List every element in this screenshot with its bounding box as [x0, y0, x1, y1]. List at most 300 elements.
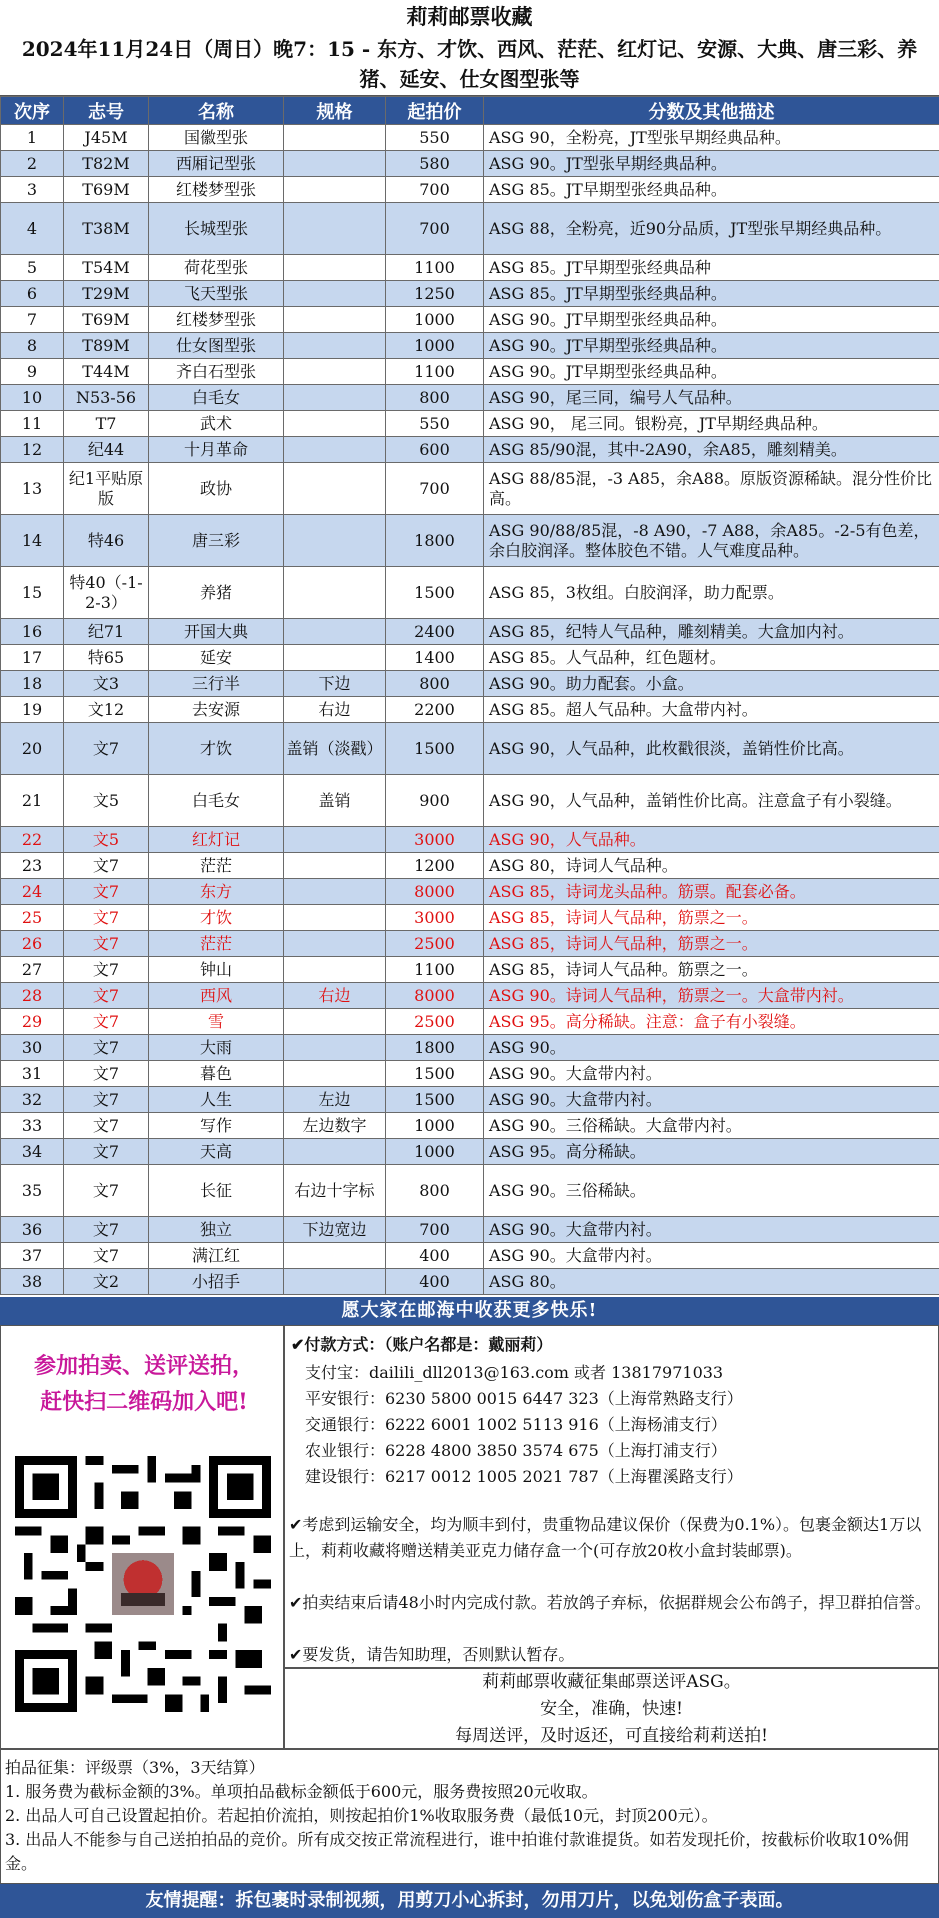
lot-number-cell: 12 — [1, 437, 64, 463]
shipping-note: ✔考虑到运输安全，均为顺丰到付，贵重物品建议保价（保费为0.1%）。包裹金额达1万以上，莉莉收藏将赠送精美亚克力储存盒一个(可存放20枚小盒封装邮票)。 — [289, 1515, 922, 1560]
lot-spec-cell — [284, 385, 386, 411]
col-header-spec: 规格 — [284, 97, 386, 125]
lot-desc-cell: ASG 95。高分稀缺。注意：盒子有小裂缝。 — [484, 1009, 939, 1035]
lot-desc-cell: ASG 90。大盒带内衬。 — [484, 1243, 939, 1269]
lot-desc-cell: ASG 85/90混，其中-2A90，余A85，雕刻精美。 — [484, 437, 939, 463]
lot-desc-cell: ASG 85。超人气品种。大盒带内衬。 — [484, 697, 939, 723]
lot-price-cell: 1000 — [386, 307, 484, 333]
lot-spec-cell: 盖销 — [284, 775, 386, 827]
lot-name-cell: 养猪 — [149, 567, 284, 619]
lot-number-cell: 36 — [1, 1217, 64, 1243]
payment-deadline-note: ✔拍卖结束后请48小时内完成付款。若放鸽子弃标，依据群规会公布鸽子，捍卫群拍信誉。 — [289, 1593, 931, 1612]
lot-desc-cell: ASG 90。JT早期型张经典品种。 — [484, 333, 939, 359]
lot-name-cell: 才饮 — [149, 723, 284, 775]
lot-code-cell: 文7 — [64, 1113, 149, 1139]
lot-price-cell: 1000 — [386, 1113, 484, 1139]
table-header-row — [1, 97, 939, 125]
lot-spec-cell — [284, 437, 386, 463]
lot-desc-cell: ASG 85。JT早期型张经典品种。 — [484, 177, 939, 203]
lot-name-cell: 茫茫 — [149, 853, 284, 879]
lot-price-cell: 400 — [386, 1243, 484, 1269]
lot-desc-cell: ASG 90，人气品种，盖销性价比高。注意盒子有小裂缝。 — [484, 775, 939, 827]
table-row — [1, 775, 939, 827]
lot-spec-cell — [284, 1035, 386, 1061]
lot-number-cell: 5 — [1, 255, 64, 281]
lot-desc-cell: ASG 85，3枚组。白胶润泽，助力配票。 — [484, 567, 939, 619]
table-row — [1, 151, 939, 177]
lot-spec-cell: 盖销（淡戳） — [284, 723, 386, 775]
lot-spec-cell — [284, 177, 386, 203]
lot-name-cell: 延安 — [149, 645, 284, 671]
lot-number-cell: 15 — [1, 567, 64, 619]
lot-name-cell: 开国大典 — [149, 619, 284, 645]
asg-grading-box — [284, 1668, 939, 1749]
lot-code-cell: N53-56 — [64, 385, 149, 411]
lot-desc-cell: ASG 90。诗词人气品种，筋票之一。大盒带内衬。 — [484, 983, 939, 1009]
lot-desc-cell: ASG 85。JT早期型张经典品种 — [484, 255, 939, 281]
lot-spec-cell — [284, 957, 386, 983]
lot-number-cell: 31 — [1, 1061, 64, 1087]
lot-desc-cell: ASG 95。高分稀缺。 — [484, 1139, 939, 1165]
lot-desc-cell: ASG 90。大盒带内衬。 — [484, 1061, 939, 1087]
alipay-info: 支付宝：dailili_dll2013@163.com 或者 13817971033 — [305, 1363, 724, 1382]
table-row — [1, 1061, 939, 1087]
lot-table — [0, 96, 939, 1295]
promo-line-2: 赶快扫二维码加入吧! — [40, 1389, 248, 1415]
lot-price-cell: 550 — [386, 411, 484, 437]
table-row — [1, 307, 939, 333]
lot-name-cell: 去安源 — [149, 697, 284, 723]
table-row — [1, 1087, 939, 1113]
promo-text — [13, 1348, 275, 1420]
lot-code-cell: 文7 — [64, 1061, 149, 1087]
lot-name-cell: 仕女图型张 — [149, 333, 284, 359]
lot-code-cell: 文7 — [64, 983, 149, 1009]
bank-pingan: 平安银行：6230 5800 0015 6447 323（上海常熟路支行） — [305, 1389, 743, 1408]
lot-spec-cell — [284, 411, 386, 437]
promo-line-1: 参加拍卖、送评送拍， — [33, 1353, 254, 1379]
table-row — [1, 1269, 939, 1295]
table-row — [1, 723, 939, 775]
lot-number-cell: 3 — [1, 177, 64, 203]
table-row — [1, 177, 939, 203]
lot-price-cell: 580 — [386, 151, 484, 177]
lot-price-cell: 1000 — [386, 1139, 484, 1165]
table-row — [1, 1139, 939, 1165]
table-row — [1, 125, 939, 151]
lot-name-cell: 小招手 — [149, 1269, 284, 1295]
lot-spec-cell — [284, 281, 386, 307]
lot-number-cell: 26 — [1, 931, 64, 957]
lot-desc-cell: ASG 85，诗词人气品种，筋票之一。 — [484, 905, 939, 931]
lot-number-cell: 25 — [1, 905, 64, 931]
lot-number-cell: 16 — [1, 619, 64, 645]
lot-code-cell: 纪1平贴原版 — [64, 463, 149, 515]
lot-spec-cell — [284, 827, 386, 853]
lot-number-cell: 9 — [1, 359, 64, 385]
table-row — [1, 1035, 939, 1061]
lot-name-cell: 暮色 — [149, 1061, 284, 1087]
lot-price-cell: 2200 — [386, 697, 484, 723]
lot-spec-cell — [284, 931, 386, 957]
table-row — [1, 671, 939, 697]
lot-spec-cell — [284, 463, 386, 515]
lot-desc-cell: ASG 80，诗词人气品种。 — [484, 853, 939, 879]
lot-desc-cell: ASG 88，全粉亮，近90分品质，JT型张早期经典品种。 — [484, 203, 939, 255]
lot-number-cell: 11 — [1, 411, 64, 437]
lot-name-cell: 飞天型张 — [149, 281, 284, 307]
lot-number-cell: 22 — [1, 827, 64, 853]
lot-spec-cell — [284, 853, 386, 879]
lot-price-cell: 1100 — [386, 957, 484, 983]
lot-price-cell: 1800 — [386, 515, 484, 567]
lot-code-cell: T7 — [64, 411, 149, 437]
lot-name-cell: 人生 — [149, 1087, 284, 1113]
table-row — [1, 515, 939, 567]
lot-desc-cell: ASG 90，人气品种，此枚戳很淡，盖销性价比高。 — [484, 723, 939, 775]
lot-table-body — [1, 125, 939, 1295]
payment-heading: ✔付款方式：（账户名都是：戴丽莉） — [291, 1335, 553, 1354]
lot-spec-cell — [284, 1061, 386, 1087]
delivery-note: ✔要发货，请告知助理，否则默认暂存。 — [289, 1645, 575, 1664]
lot-name-cell: 东方 — [149, 879, 284, 905]
lot-spec-cell — [284, 619, 386, 645]
lot-price-cell: 8000 — [386, 879, 484, 905]
lot-price-cell: 700 — [386, 463, 484, 515]
lot-price-cell: 1500 — [386, 1061, 484, 1087]
lot-spec-cell — [284, 1009, 386, 1035]
lot-name-cell: 白毛女 — [149, 385, 284, 411]
lot-name-cell: 才饮 — [149, 905, 284, 931]
lot-name-cell: 红灯记 — [149, 827, 284, 853]
lot-name-cell: 唐三彩 — [149, 515, 284, 567]
lot-name-cell: 写作 — [149, 1113, 284, 1139]
lot-number-cell: 19 — [1, 697, 64, 723]
lot-code-cell: 文7 — [64, 1165, 149, 1217]
lot-name-cell: 齐白石型张 — [149, 359, 284, 385]
lot-spec-cell — [284, 515, 386, 567]
lot-name-cell: 钟山 — [149, 957, 284, 983]
lot-code-cell: 纪71 — [64, 619, 149, 645]
lot-price-cell: 3000 — [386, 827, 484, 853]
table-row — [1, 333, 939, 359]
lot-code-cell: T82M — [64, 151, 149, 177]
table-row — [1, 1217, 939, 1243]
lot-desc-cell: ASG 90/88/85混，-8 A90，-7 A88，余A85。-2-5有色差，余白胶润泽。整体胶色不错。人气难度品种。 — [484, 515, 939, 567]
lot-price-cell: 1400 — [386, 645, 484, 671]
lot-desc-cell: ASG 90。JT早期型张经典品种。 — [484, 307, 939, 333]
bank-jianshe: 建设银行：6217 0012 1005 2021 787（上海瞿溪路支行） — [305, 1467, 743, 1486]
lot-code-cell: T54M — [64, 255, 149, 281]
lot-desc-cell: ASG 88/85混，-3 A85，余A88。原版资源稀缺。混分性价比高。 — [484, 463, 939, 515]
lot-code-cell: 文7 — [64, 957, 149, 983]
friendly-reminder: 友情提醒：拆包裹时录制视频，用剪刀小心拆封，勿用刀片，以免划伤盒子表面。 — [0, 1884, 939, 1918]
lot-code-cell: 文7 — [64, 853, 149, 879]
lot-code-cell: 文7 — [64, 931, 149, 957]
asg-line-1: 莉莉邮票收藏征集邮票送评ASG。 — [482, 1672, 741, 1692]
col-header-price: 起拍价 — [386, 97, 484, 125]
lot-number-cell: 20 — [1, 723, 64, 775]
lot-spec-cell — [284, 151, 386, 177]
table-row — [1, 1113, 939, 1139]
consign-rule-1: 1. 服务费为截标金额的3%。单项拍品截标金额低于600元，服务费按照20元收取。 — [5, 1782, 598, 1801]
table-row — [1, 281, 939, 307]
lot-spec-cell: 下边宽边 — [284, 1217, 386, 1243]
lot-price-cell: 800 — [386, 671, 484, 697]
table-row — [1, 463, 939, 515]
table-row — [1, 203, 939, 255]
lot-name-cell: 长城型张 — [149, 203, 284, 255]
lot-number-cell: 29 — [1, 1009, 64, 1035]
lot-price-cell: 800 — [386, 385, 484, 411]
table-row — [1, 385, 939, 411]
lot-number-cell: 10 — [1, 385, 64, 411]
lot-desc-cell: ASG 85，诗词人气品种，筋票之一。 — [484, 931, 939, 957]
lot-code-cell: 文7 — [64, 905, 149, 931]
lot-spec-cell — [284, 307, 386, 333]
bank-jiaotong: 交通银行：6222 6001 1002 5113 916（上海杨浦支行） — [305, 1415, 727, 1434]
lot-number-cell: 13 — [1, 463, 64, 515]
lot-price-cell: 700 — [386, 177, 484, 203]
lot-name-cell: 天高 — [149, 1139, 284, 1165]
asg-line-2: 安全，准确，快速! — [540, 1699, 683, 1719]
lot-number-cell: 1 — [1, 125, 64, 151]
lot-number-cell: 18 — [1, 671, 64, 697]
lot-spec-cell — [284, 1139, 386, 1165]
lot-desc-cell: ASG 85。人气品种，红色题材。 — [484, 645, 939, 671]
lot-number-cell: 14 — [1, 515, 64, 567]
lot-desc-cell: ASG 90。 — [484, 1035, 939, 1061]
lot-desc-cell: ASG 85，诗词龙头品种。筋票。配套必备。 — [484, 879, 939, 905]
promo-panel — [0, 1325, 284, 1749]
lot-price-cell: 1500 — [386, 1087, 484, 1113]
consignment-rules — [0, 1749, 939, 1884]
lot-desc-cell: ASG 80。 — [484, 1269, 939, 1295]
lot-code-cell: 文5 — [64, 827, 149, 853]
lot-name-cell: 三行半 — [149, 671, 284, 697]
lot-desc-cell: ASG 90，全粉亮，JT型张早期经典品种。 — [484, 125, 939, 151]
lot-number-cell: 32 — [1, 1087, 64, 1113]
payment-panel — [284, 1325, 939, 1668]
lot-number-cell: 24 — [1, 879, 64, 905]
lot-code-cell: J45M — [64, 125, 149, 151]
lot-name-cell: 满江红 — [149, 1243, 284, 1269]
lot-number-cell: 7 — [1, 307, 64, 333]
lot-number-cell: 37 — [1, 1243, 64, 1269]
bank-nongye: 农业银行：6228 4800 3850 3574 675（上海打浦支行） — [305, 1441, 727, 1460]
lot-name-cell: 西厢记型张 — [149, 151, 284, 177]
col-header-name: 名称 — [149, 97, 284, 125]
lot-name-cell: 长征 — [149, 1165, 284, 1217]
lot-code-cell: 纪44 — [64, 437, 149, 463]
lot-name-cell: 白毛女 — [149, 775, 284, 827]
lot-code-cell: T69M — [64, 307, 149, 333]
lot-code-cell: 文2 — [64, 1269, 149, 1295]
lot-price-cell: 1200 — [386, 853, 484, 879]
lot-desc-cell: ASG 85，纪特人气品种，雕刻精美。大盒加内衬。 — [484, 619, 939, 645]
table-row — [1, 827, 939, 853]
lot-code-cell: 特40（-1-2-3） — [64, 567, 149, 619]
page-title: 莉莉邮票收藏 — [406, 4, 533, 29]
lot-name-cell: 国徽型张 — [149, 125, 284, 151]
table-row — [1, 697, 939, 723]
lot-spec-cell — [284, 333, 386, 359]
lot-price-cell: 1500 — [386, 723, 484, 775]
lot-price-cell: 800 — [386, 1165, 484, 1217]
lot-spec-cell — [284, 1243, 386, 1269]
lot-name-cell: 十月革命 — [149, 437, 284, 463]
lot-spec-cell: 左边数字 — [284, 1113, 386, 1139]
lot-code-cell: T89M — [64, 333, 149, 359]
lot-desc-cell: ASG 90，人气品种。 — [484, 827, 939, 853]
lot-number-cell: 17 — [1, 645, 64, 671]
table-row — [1, 411, 939, 437]
lot-price-cell: 700 — [386, 203, 484, 255]
lot-number-cell: 28 — [1, 983, 64, 1009]
lot-price-cell: 1250 — [386, 281, 484, 307]
lot-desc-cell: ASG 90。大盒带内衬。 — [484, 1087, 939, 1113]
lot-desc-cell: ASG 90。三俗稀缺。大盒带内衬。 — [484, 1113, 939, 1139]
col-header-code: 志号 — [64, 97, 149, 125]
lot-spec-cell — [284, 203, 386, 255]
lot-code-cell: 特46 — [64, 515, 149, 567]
table-row — [1, 1009, 939, 1035]
lot-number-cell: 21 — [1, 775, 64, 827]
lot-code-cell: 文7 — [64, 723, 149, 775]
lot-desc-cell: ASG 85，诗词人气品种。筋票之一。 — [484, 957, 939, 983]
lot-spec-cell — [284, 125, 386, 151]
lot-price-cell: 400 — [386, 1269, 484, 1295]
lot-code-cell: 特65 — [64, 645, 149, 671]
asg-line-3: 每周送评，及时返还，可直接给莉莉送拍! — [455, 1726, 768, 1746]
lot-name-cell: 茫茫 — [149, 931, 284, 957]
table-row — [1, 645, 939, 671]
lot-code-cell: 文7 — [64, 1217, 149, 1243]
lot-price-cell: 8000 — [386, 983, 484, 1009]
lot-name-cell: 雪 — [149, 1009, 284, 1035]
wish-banner: 愿大家在邮海中收获更多快乐! — [0, 1297, 939, 1325]
lot-spec-cell — [284, 645, 386, 671]
table-row — [1, 567, 939, 619]
table-row — [1, 983, 939, 1009]
lot-number-cell: 34 — [1, 1139, 64, 1165]
lot-code-cell: T69M — [64, 177, 149, 203]
lot-number-cell: 6 — [1, 281, 64, 307]
table-row — [1, 957, 939, 983]
consign-rule-2: 2. 出品人可自己设置起拍价。若起拍价流拍，则按起拍价1%收取服务费（最低10元，封顶200元）。 — [5, 1806, 718, 1825]
lot-code-cell: 文7 — [64, 1243, 149, 1269]
lot-spec-cell: 左边 — [284, 1087, 386, 1113]
lot-price-cell: 2400 — [386, 619, 484, 645]
lot-number-cell: 35 — [1, 1165, 64, 1217]
lot-price-cell: 1000 — [386, 333, 484, 359]
lot-name-cell: 红楼梦型张 — [149, 177, 284, 203]
lot-code-cell: T38M — [64, 203, 149, 255]
lot-desc-cell: ASG 90， 尾三同。银粉亮，JT早期经典品种。 — [484, 411, 939, 437]
lot-number-cell: 23 — [1, 853, 64, 879]
lot-spec-cell: 右边十字标 — [284, 1165, 386, 1217]
table-row — [1, 879, 939, 905]
lot-code-cell: T29M — [64, 281, 149, 307]
lot-name-cell: 武术 — [149, 411, 284, 437]
lot-code-cell: 文7 — [64, 1035, 149, 1061]
col-header-no: 次序 — [1, 97, 64, 125]
lot-name-cell: 大雨 — [149, 1035, 284, 1061]
lot-price-cell: 2500 — [386, 931, 484, 957]
lot-price-cell: 700 — [386, 1217, 484, 1243]
lot-code-cell: 文7 — [64, 1009, 149, 1035]
table-row — [1, 619, 939, 645]
lot-name-cell: 独立 — [149, 1217, 284, 1243]
lot-desc-cell: ASG 90。大盒带内衬。 — [484, 1217, 939, 1243]
lot-spec-cell — [284, 905, 386, 931]
table-row — [1, 359, 939, 385]
lot-code-cell: 文7 — [64, 1139, 149, 1165]
lot-code-cell: T44M — [64, 359, 149, 385]
lot-desc-cell: ASG 85。JT早期型张经典品种。 — [484, 281, 939, 307]
lot-spec-cell — [284, 255, 386, 281]
lot-code-cell: 文7 — [64, 1087, 149, 1113]
lot-name-cell: 政协 — [149, 463, 284, 515]
table-row — [1, 437, 939, 463]
table-row — [1, 255, 939, 281]
lot-spec-cell — [284, 1269, 386, 1295]
lot-name-cell: 红楼梦型张 — [149, 307, 284, 333]
lot-desc-cell: ASG 90。JT型张早期经典品种。 — [484, 151, 939, 177]
lot-price-cell: 1800 — [386, 1035, 484, 1061]
table-row — [1, 853, 939, 879]
col-header-desc: 分数及其他描述 — [484, 97, 939, 125]
lot-name-cell: 荷花型张 — [149, 255, 284, 281]
lot-spec-cell — [284, 879, 386, 905]
lot-spec-cell: 右边 — [284, 983, 386, 1009]
lot-number-cell: 38 — [1, 1269, 64, 1295]
lot-spec-cell — [284, 567, 386, 619]
lot-code-cell: 文3 — [64, 671, 149, 697]
lot-number-cell: 30 — [1, 1035, 64, 1061]
table-row — [1, 931, 939, 957]
lot-code-cell: 文7 — [64, 879, 149, 905]
page-header — [0, 0, 939, 96]
table-row — [1, 905, 939, 931]
lot-price-cell: 1500 — [386, 567, 484, 619]
lot-number-cell: 33 — [1, 1113, 64, 1139]
lot-spec-cell — [284, 359, 386, 385]
lot-price-cell: 2500 — [386, 1009, 484, 1035]
lot-price-cell: 1100 — [386, 255, 484, 281]
lot-name-cell: 西风 — [149, 983, 284, 1009]
lot-desc-cell: ASG 90。三俗稀缺。 — [484, 1165, 939, 1217]
consign-heading: 拍品征集：评级票（3%，3天结算） — [5, 1758, 265, 1777]
lot-price-cell: 600 — [386, 437, 484, 463]
lot-number-cell: 2 — [1, 151, 64, 177]
lot-price-cell: 3000 — [386, 905, 484, 931]
lot-code-cell: 文5 — [64, 775, 149, 827]
auction-subtitle: 2024年11月24日（周日）晚7：15 - 东方、才饮、西风、茫茫、红灯记、安源、大典、唐三彩、养猪、延安、仕女图型张等 — [21, 37, 918, 91]
lot-spec-cell: 下边 — [284, 671, 386, 697]
lot-number-cell: 27 — [1, 957, 64, 983]
lot-desc-cell: ASG 90。JT早期型张经典品种。 — [484, 359, 939, 385]
lot-price-cell: 1100 — [386, 359, 484, 385]
consign-rule-3: 3. 出品人不能参与自己送拍拍品的竞价。所有成交按正常流程进行，谁中拍谁付款谁提货。如若发现托价，按截标价收取10%佣金。 — [5, 1830, 909, 1873]
qr-code-image[interactable] — [15, 1456, 271, 1712]
lot-price-cell: 900 — [386, 775, 484, 827]
lot-code-cell: 文12 — [64, 697, 149, 723]
lot-number-cell: 4 — [1, 203, 64, 255]
table-row — [1, 1243, 939, 1269]
lot-desc-cell: ASG 90。助力配套。小盒。 — [484, 671, 939, 697]
lot-desc-cell: ASG 90，尾三同，编号人气品种。 — [484, 385, 939, 411]
